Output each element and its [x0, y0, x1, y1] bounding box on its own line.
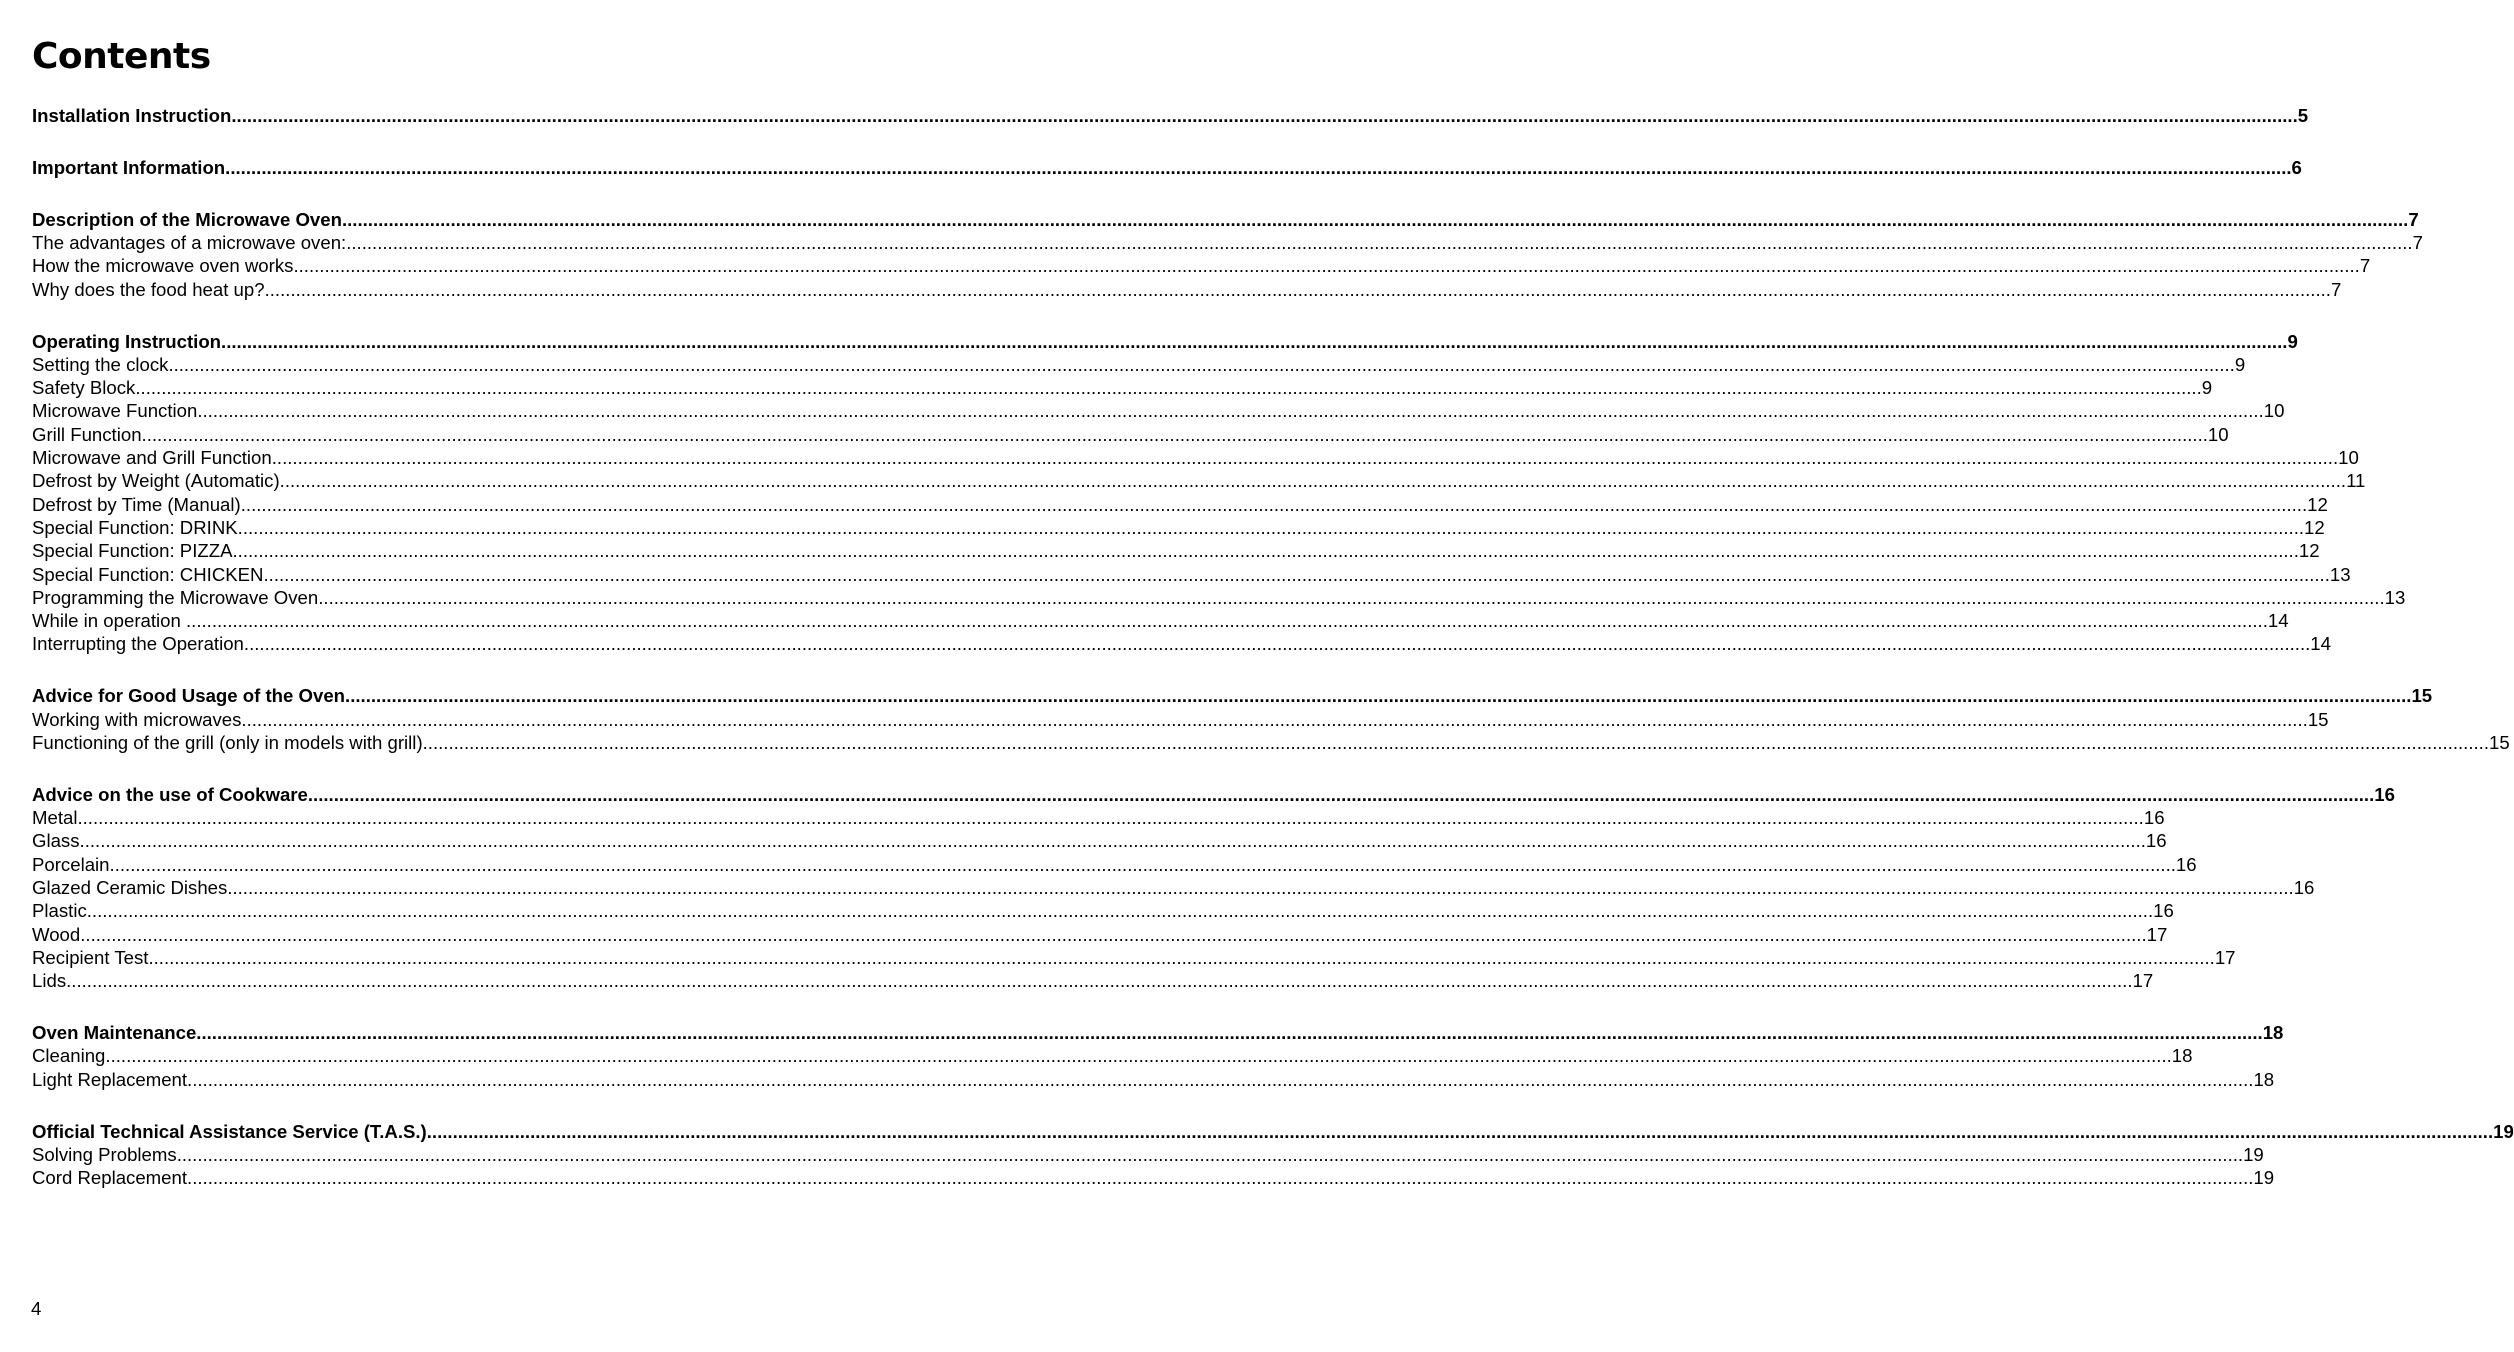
toc-entry	[32, 539, 2320, 562]
dot-leader: ................................................................................................................................................................................................................................................................................................................................................................................................................	[240, 493, 2308, 515]
dot-leader: ................................................................................................................................................................................................................................................................................................................................................................................................................	[271, 447, 2339, 469]
toc-entry-page: 16	[2145, 830, 2167, 852]
toc-entry-title: Setting the clock	[32, 353, 169, 375]
toc-entry-page: 12	[2298, 540, 2320, 562]
toc-entry-title: The advantages of a microwave oven:	[32, 232, 347, 254]
toc-entry-title: Cord Replacement	[32, 1167, 188, 1189]
toc-entry-title: Special Function: DRINK	[32, 516, 238, 538]
dot-leader: ................................................................................................................................................................................................................................................................................................................................................................................................................	[197, 400, 2264, 422]
toc-entry	[32, 469, 2366, 492]
toc-entry-title: Defrost by Weight (Automatic)	[32, 470, 280, 492]
dot-leader: ................................................................................................................................................................................................................................................................................................................................................................................................................	[196, 1022, 2263, 1044]
toc-entry-title: How the microwave oven works	[32, 255, 294, 277]
toc-entry-page: 15	[2411, 685, 2433, 707]
dot-leader: ................................................................................................................................................................................................................................................................................................................................................................................................................	[105, 1045, 2172, 1067]
dot-leader: ................................................................................................................................................................................................................................................................................................................................................................................................................	[176, 1143, 2244, 1165]
toc-entry-page: 17	[2146, 923, 2168, 945]
dot-leader: ................................................................................................................................................................................................................................................................................................................................................................................................................	[231, 105, 2298, 126]
toc-entry-page: 7	[2408, 208, 2419, 230]
dot-leader: ................................................................................................................................................................................................................................................................................................................................................................................................................	[187, 1167, 2254, 1189]
toc-entry	[32, 1068, 2275, 1091]
toc-entry-page: 15	[2489, 731, 2510, 753]
toc-entry-page: 18	[2171, 1045, 2193, 1067]
toc-entry-title: Functioning of the grill (only in models with grill)	[32, 731, 423, 753]
toc-entry-page: 5	[2297, 105, 2309, 126]
toc-entry	[32, 376, 2213, 399]
dot-leader: ................................................................................................................................................................................................................................................................................................................................................................................................................	[422, 731, 2490, 753]
toc-entry	[32, 446, 2359, 469]
toc-entry-title: Wood	[32, 923, 81, 945]
toc-section-heading	[32, 208, 2419, 231]
toc-entry-title: Lids	[32, 970, 67, 992]
toc-entry	[32, 399, 2285, 422]
dot-leader: ................................................................................................................................................................................................................................................................................................................................................................................................................	[318, 586, 2385, 608]
toc-section-heading	[32, 156, 2302, 179]
dot-leader: ................................................................................................................................................................................................................................................................................................................................................................................................................	[225, 156, 2292, 178]
toc-entry-title: While in operation ...	[32, 610, 202, 632]
dot-leader: ................................................................................................................................................................................................................................................................................................................................................................................................................	[141, 423, 2208, 445]
toc-entry	[32, 829, 2167, 852]
toc-entry-page: 9	[2201, 377, 2213, 399]
toc-section-heading	[32, 104, 2309, 127]
toc-entry	[32, 1143, 2264, 1166]
toc-entry	[32, 254, 2371, 277]
toc-section-heading	[32, 684, 2433, 707]
dot-leader: ................................................................................................................................................................................................................................................................................................................................................................................................................	[227, 876, 2294, 898]
table-of-contents	[32, 104, 2514, 1218]
toc-section	[32, 1021, 2284, 1091]
toc-entry-page: 16	[2153, 900, 2174, 922]
dot-leader: ................................................................................................................................................................................................................................................................................................................................................................................................................	[345, 685, 2412, 707]
toc-entry	[32, 899, 2174, 922]
dot-leader: ................................................................................................................................................................................................................................................................................................................................................................................................................	[279, 470, 2347, 492]
toc-section	[32, 330, 2406, 656]
toc-section	[32, 104, 2309, 127]
toc-section	[32, 156, 2302, 179]
toc-entry-title: Programming the Microwave Oven	[32, 586, 319, 608]
toc-entry-title: Plastic	[32, 900, 87, 922]
toc-entry-title: Special Function: CHICKEN	[32, 563, 264, 585]
toc-entry-page: 12	[2307, 493, 2328, 515]
toc-entry	[32, 946, 2236, 969]
toc-entry	[32, 586, 2406, 609]
toc-entry-title: Advice on the use of Cookware	[32, 783, 308, 805]
toc-entry	[32, 923, 2168, 946]
toc-entry-page: 7	[2359, 255, 2371, 277]
toc-entry-page: 10	[2207, 423, 2229, 445]
toc-section	[32, 684, 2510, 754]
toc-entry	[32, 632, 2331, 655]
toc-entry	[32, 353, 2246, 376]
toc-entry-title: Metal	[32, 807, 78, 829]
dot-leader: ................................................................................................................................................................................................................................................................................................................................................................................................................	[80, 923, 2147, 945]
dot-leader: ................................................................................................................................................................................................................................................................................................................................................................................................................	[341, 208, 2409, 230]
toc-entry-page: 16	[2175, 853, 2197, 875]
toc-entry-page: 16	[2143, 807, 2165, 829]
toc-entry	[32, 493, 2328, 516]
page-number: 4	[31, 1298, 42, 1319]
toc-section-heading	[32, 330, 2298, 353]
dot-leader: ................................................................................................................................................................................................................................................................................................................................................................................................................	[263, 563, 2330, 585]
toc-entry-title: Safety Block	[32, 377, 136, 399]
toc-entry-page: 9	[2287, 330, 2298, 352]
toc-entry-title: Installation Instruction	[32, 105, 232, 126]
dot-leader: ................................................................................................................................................................................................................................................................................................................................................................................................................	[187, 1068, 2254, 1090]
dot-leader: ................................................................................................................................................................................................................................................................................................................................................................................................................	[243, 633, 2311, 655]
dot-leader: ................................................................................................................................................................................................................................................................................................................................................................................................................	[77, 807, 2144, 829]
toc-entry	[32, 806, 2165, 829]
toc-entry-title: Description of the Microwave Oven	[32, 208, 342, 230]
toc-entry-title: Interrupting the Operation	[32, 633, 244, 655]
dot-leader: ................................................................................................................................................................................................................................................................................................................................................................................................................	[346, 232, 2413, 254]
dot-leader: ................................................................................................................................................................................................................................................................................................................................................................................................................	[148, 946, 2215, 968]
toc-section-heading	[32, 1021, 2284, 1044]
dot-leader: ................................................................................................................................................................................................................................................................................................................................................................................................................	[201, 610, 2268, 632]
toc-entry-page: 19	[2493, 1120, 2514, 1142]
toc-entry-page: 10	[2263, 400, 2285, 422]
toc-entry-page: 19	[2243, 1143, 2264, 1165]
toc-entry-page: 18	[2262, 1022, 2284, 1044]
toc-entry-title: Important Information	[32, 156, 226, 178]
toc-entry-title: Cleaning	[32, 1045, 106, 1067]
toc-entry-title: Recipient Test	[32, 946, 149, 968]
toc-entry	[32, 969, 2154, 992]
toc-entry-page: 9	[2234, 353, 2246, 375]
toc-entry-page: 14	[2310, 633, 2331, 655]
toc-entry-title: Porcelain	[32, 853, 110, 875]
dot-leader: ................................................................................................................................................................................................................................................................................................................................................................................................................	[168, 353, 2235, 375]
toc-entry-title: Operating Instruction	[32, 330, 222, 352]
toc-entry	[32, 708, 2329, 731]
toc-entry	[32, 1166, 2275, 1189]
toc-entry-title: Light Replacement	[32, 1068, 188, 1090]
toc-entry-title: Glass	[32, 830, 80, 852]
toc-entry-title: Microwave Function	[32, 400, 198, 422]
toc-entry-page: 7	[2412, 232, 2423, 254]
toc-entry-title: Solving Problems	[32, 1143, 177, 1165]
dot-leader: ................................................................................................................................................................................................................................................................................................................................................................................................................	[79, 830, 2146, 852]
toc-entry-page: 18	[2253, 1068, 2275, 1090]
toc-entry	[32, 563, 2351, 586]
toc-entry	[32, 278, 2342, 301]
toc-section-heading	[32, 1120, 2514, 1143]
dot-leader: ................................................................................................................................................................................................................................................................................................................................................................................................................	[237, 516, 2305, 538]
toc-entry-page: 16	[2293, 876, 2315, 898]
dot-leader: ................................................................................................................................................................................................................................................................................................................................................................................................................	[241, 708, 2308, 730]
toc-entry-page: 14	[2267, 610, 2289, 632]
dot-leader: ................................................................................................................................................................................................................................................................................................................................................................................................................	[232, 540, 2299, 562]
toc-entry-page: 7	[2330, 278, 2342, 300]
toc-entry	[32, 731, 2510, 754]
toc-entry-page: 17	[2214, 946, 2236, 968]
dot-leader: ................................................................................................................................................................................................................................................................................................................................................................................................................	[66, 970, 2133, 992]
toc-entry-page: 6	[2291, 156, 2302, 178]
toc-entry	[32, 231, 2423, 254]
toc-entry	[32, 516, 2325, 539]
toc-section-heading	[32, 783, 2395, 806]
toc-entry-page: 16	[2374, 783, 2395, 805]
dot-leader: ................................................................................................................................................................................................................................................................................................................................................................................................................	[221, 330, 2288, 352]
dot-leader: ................................................................................................................................................................................................................................................................................................................................................................................................................	[86, 900, 2154, 922]
toc-entry-page: 15	[2307, 708, 2329, 730]
toc-entry	[32, 609, 2289, 632]
toc-entry-page: 13	[2329, 563, 2351, 585]
toc-entry-page: 10	[2338, 447, 2359, 469]
toc-entry-title: Microwave and Grill Function	[32, 447, 272, 469]
toc-entry-page: 13	[2384, 586, 2406, 608]
toc-entry	[32, 1044, 2193, 1067]
toc-entry-page: 11	[2346, 470, 2366, 492]
toc-entry-title: Special Function: PIZZA	[32, 540, 233, 562]
toc-section	[32, 208, 2423, 301]
toc-entry-page: 19	[2253, 1167, 2275, 1189]
toc-entry-title: Official Technical Assistance Service (T.A.S.)	[32, 1120, 427, 1142]
toc-entry-page: 17	[2132, 970, 2154, 992]
dot-leader: ................................................................................................................................................................................................................................................................................................................................................................................................................	[426, 1120, 2494, 1142]
dot-leader: ................................................................................................................................................................................................................................................................................................................................................................................................................	[293, 255, 2360, 277]
dot-leader: ................................................................................................................................................................................................................................................................................................................................................................................................................	[264, 278, 2331, 300]
toc-entry	[32, 423, 2229, 446]
toc-entry-title: Defrost by Time (Manual)	[32, 493, 241, 515]
toc-entry-title: Grill Function	[32, 423, 142, 445]
toc-entry-page: 12	[2304, 516, 2325, 538]
dot-leader: ................................................................................................................................................................................................................................................................................................................................................................................................................	[109, 853, 2176, 875]
toc-section	[32, 783, 2395, 993]
toc-entry-title: Advice for Good Usage of the Oven	[32, 685, 346, 707]
dot-leader: ................................................................................................................................................................................................................................................................................................................................................................................................................	[135, 377, 2202, 399]
toc-section	[32, 1120, 2514, 1190]
toc-entry-title: Glazed Ceramic Dishes	[32, 876, 228, 898]
dot-leader: ................................................................................................................................................................................................................................................................................................................................................................................................................	[307, 783, 2375, 805]
toc-entry-title: Why does the food heat up?	[32, 278, 265, 300]
toc-entry	[32, 876, 2315, 899]
toc-entry-title: Oven Maintenance	[32, 1022, 197, 1044]
page-title: Contents	[32, 36, 211, 77]
toc-entry	[32, 853, 2197, 876]
toc-entry-title: Working with microwaves	[32, 708, 242, 730]
